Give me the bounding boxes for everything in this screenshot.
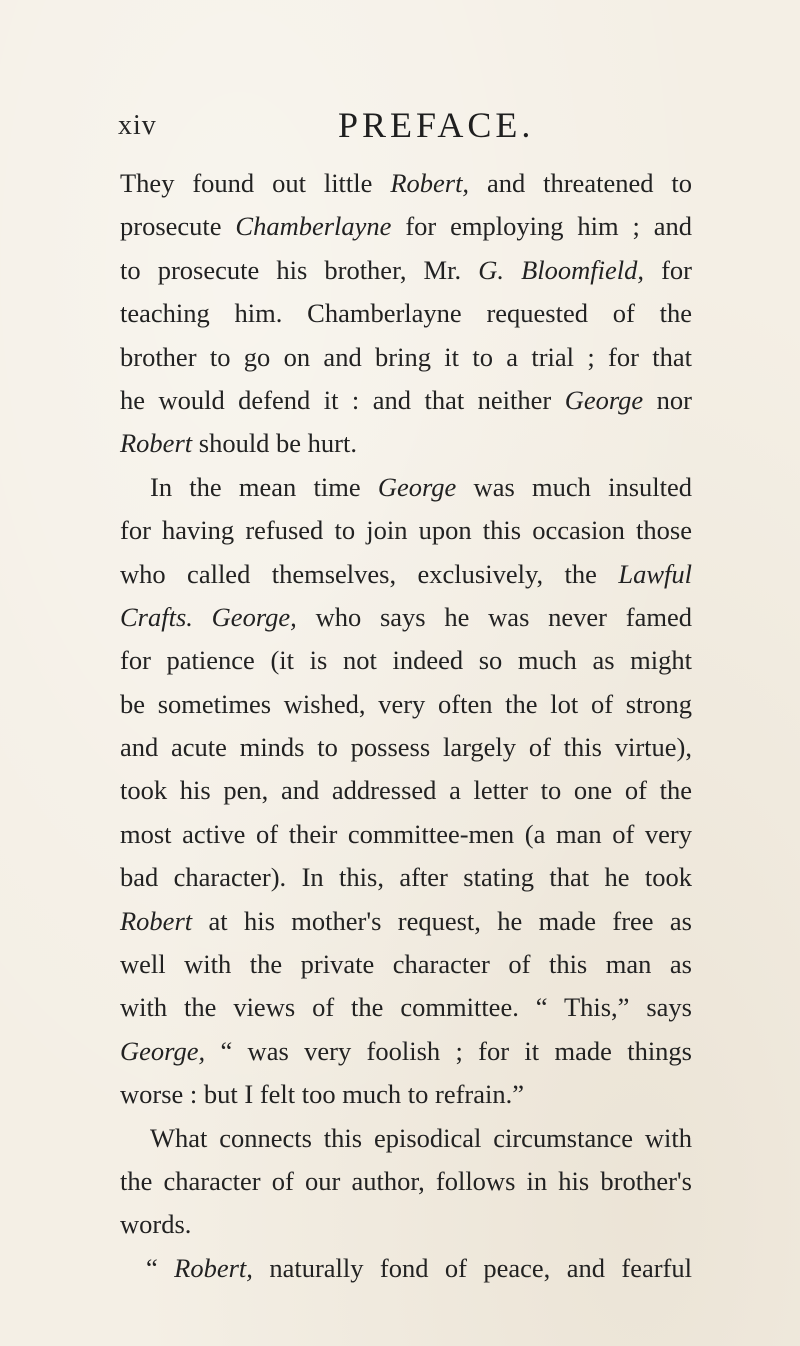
text-line — [120, 856, 692, 899]
text-line — [120, 596, 692, 639]
text-line — [120, 1203, 692, 1246]
italic-text: Lawful — [618, 558, 692, 589]
text-segment: for employing him ; and — [391, 211, 692, 242]
italic-text: George — [564, 384, 644, 415]
text-line — [120, 466, 692, 509]
text-line — [120, 986, 692, 1029]
text-segment: and acute minds to possess largely of this virtue), — [120, 732, 692, 763]
text-segment: was much insulted — [456, 471, 692, 502]
text-segment: What connects this episodical circumstance with — [150, 1122, 692, 1153]
text-segment: who says he was never famed — [296, 601, 692, 632]
text-line — [120, 943, 692, 986]
italic-text: Robert, — [174, 1252, 253, 1283]
text-line — [120, 726, 692, 769]
text-segment: who called themselves, exclusively, the — [120, 558, 619, 589]
text-segment: most active of their committee-men (a man of very — [120, 818, 692, 849]
text-line — [120, 900, 692, 943]
text-line — [120, 249, 692, 292]
text-segment: he would defend it : and that neither — [120, 384, 565, 415]
text-segment: naturally fond of peace, and fearful — [252, 1252, 692, 1283]
text-segment: bad character). In this, after stating that he took — [120, 862, 692, 893]
text-line — [120, 422, 692, 465]
italic-text: Chamberlayne — [235, 211, 392, 242]
text-line — [120, 336, 692, 379]
text-line — [120, 813, 692, 856]
text-segment: teaching him. Chamberlayne requested of the — [120, 298, 692, 329]
text-line — [120, 292, 692, 335]
text-line — [120, 1030, 692, 1073]
text-line — [120, 553, 692, 596]
text-segment: the character of our author, follows in his brother's — [120, 1165, 692, 1196]
text-segment: words. — [120, 1209, 192, 1240]
text-segment: worse : but I felt too much to refrain.” — [120, 1079, 524, 1110]
text-segment: They found out little — [120, 168, 391, 198]
italic-text: George, — [120, 1035, 206, 1066]
italic-text: Crafts. George, — [120, 601, 297, 632]
text-line — [120, 162, 692, 205]
text-segment: took his pen, and addressed a letter to one of the — [120, 775, 692, 806]
text-line — [120, 379, 692, 422]
text-line — [120, 1247, 692, 1290]
text-segment: nor — [643, 384, 692, 415]
body-text — [120, 162, 692, 1290]
italic-text: G. Bloomfield, — [478, 254, 644, 285]
text-segment: at his mother's request, he made free as — [192, 905, 692, 936]
text-segment: for — [643, 254, 692, 285]
text-segment: for having refused to join upon this occasion those — [120, 515, 692, 546]
text-segment: well with the private character of this man as — [120, 949, 692, 980]
text-segment: to prosecute his brother, Mr. — [120, 254, 479, 285]
text-segment: brother to go on and bring it to a trial ; for that — [120, 341, 692, 372]
text-line — [120, 509, 692, 552]
text-segment: prosecute — [120, 211, 236, 242]
text-line — [120, 769, 692, 812]
italic-text: George — [377, 471, 457, 502]
text-line — [120, 205, 692, 248]
text-segment: In the mean time — [150, 471, 378, 502]
text-segment: for patience (it is not indeed so much as might — [120, 645, 692, 676]
text-segment: should be hurt. — [192, 428, 357, 459]
text-segment: be sometimes wished, very often the lot of strong — [120, 688, 692, 719]
text-line — [120, 639, 692, 682]
text-segment: with the views of the committee. “ This,” says — [120, 992, 692, 1023]
text-line — [120, 1073, 692, 1116]
text-line — [120, 1160, 692, 1203]
italic-text: Robert — [120, 905, 193, 936]
italic-text: Robert, — [390, 168, 470, 198]
text-line — [120, 683, 692, 726]
running-title: PREFACE. — [338, 105, 535, 145]
text-segment: and threatened to — [469, 168, 692, 198]
italic-text: Robert — [120, 428, 193, 459]
text-line — [120, 1117, 692, 1160]
text-segment: “ — [146, 1252, 175, 1283]
text-segment: “ was very foolish ; for it made things — [205, 1035, 692, 1066]
page-number: xiv — [118, 110, 157, 141]
page-header — [118, 104, 718, 144]
